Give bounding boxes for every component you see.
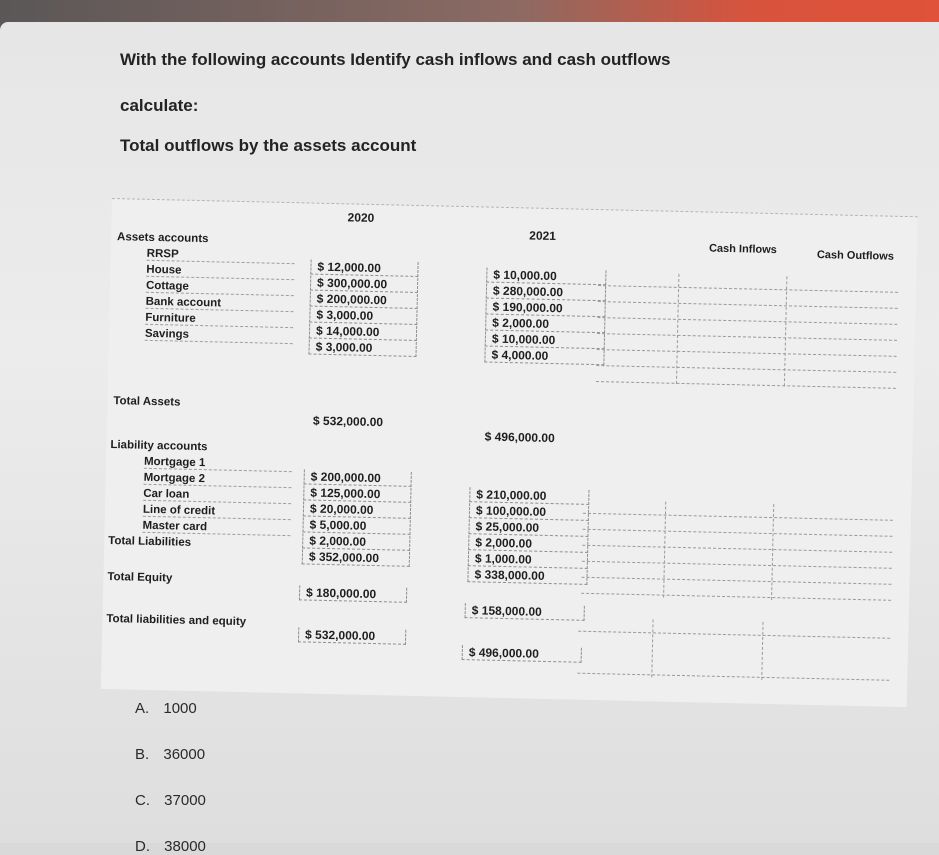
liability-2021-value: $ 25,000.00 <box>468 519 588 537</box>
liability-2020-value: $ 200,000.00 <box>304 469 412 486</box>
asset-2021-value: $ 2,000.00 <box>485 316 605 334</box>
header-2020: 2020 <box>347 210 375 225</box>
total-assets-label: Total Assets <box>113 395 181 409</box>
liability-2020-value: $ 125,000.00 <box>303 485 411 502</box>
option-letter: D. <box>135 838 150 855</box>
header-cash-inflows: Cash Inflows <box>708 242 777 257</box>
liability-name: Master card <box>142 520 290 536</box>
asset-2021-value: $ 4,000.00 <box>484 347 604 365</box>
total-equity-2020: $ 180,000.00 <box>299 585 407 602</box>
total-equity-label: Total Equity <box>107 570 173 585</box>
asset-name: RRSP <box>147 248 295 264</box>
total-liabilities-2020: $ 352,000.00 <box>302 549 410 566</box>
liability-2021-value: $ 1,000.00 <box>468 551 588 569</box>
liability-2020-value: $ 20,000.00 <box>303 501 411 518</box>
asset-2020-value: $ 300,000.00 <box>310 276 418 293</box>
screen <box>0 22 939 855</box>
liability-name: Mortgage 2 <box>144 472 292 488</box>
asset-name: Cottage <box>146 280 294 296</box>
grid-row <box>577 660 889 681</box>
question-line-2: calculate: <box>120 96 199 115</box>
liability-2021-value: $ 100,000.00 <box>469 503 589 521</box>
option-value: 36000 <box>163 746 206 763</box>
asset-2021-value: $ 10,000.00 <box>485 331 605 349</box>
asset-2021-value: $ 190,000.00 <box>485 300 605 318</box>
option-value: 37000 <box>164 792 206 809</box>
option-value: 1000 <box>163 700 197 717</box>
answer-option-b[interactable] <box>135 746 205 763</box>
total-assets-2020: $ 532,000.00 <box>312 413 384 430</box>
asset-2020-value: $ 14,000.00 <box>309 324 417 341</box>
total-liabilities-2021: $ 338,000.00 <box>467 567 587 585</box>
header-2021: 2021 <box>529 228 557 244</box>
liability-name: Mortgage 1 <box>144 456 292 472</box>
liability-2021-value: $ 210,000.00 <box>469 487 589 505</box>
total-equity-2021: $ 158,000.00 <box>465 603 585 621</box>
liability-name: Line of credit <box>143 504 291 520</box>
asset-name: Savings <box>145 328 293 344</box>
asset-name: Bank account <box>145 296 293 312</box>
answer-option-d[interactable] <box>135 838 206 855</box>
total-liabilities-label: Total Liabilities <box>108 535 192 549</box>
option-letter: B. <box>135 746 150 763</box>
answer-option-a[interactable] <box>135 700 197 717</box>
liability-2020-value: $ 5,000.00 <box>302 517 410 534</box>
answer-option-c[interactable] <box>135 792 206 809</box>
total-assets-2021: $ 496,000.00 <box>484 429 555 446</box>
option-value: 38000 <box>164 838 206 855</box>
assets-header: Assets accounts <box>116 231 209 246</box>
asset-name: House <box>146 264 294 280</box>
asset-2020-value: $ 3,000.00 <box>309 308 417 325</box>
option-letter: A. <box>135 700 150 717</box>
asset-2020-value: $ 200,000.00 <box>310 292 418 309</box>
liabilities-header: Liability accounts <box>110 439 208 454</box>
asset-2021-value: $ 10,000.00 <box>486 268 606 286</box>
total-liabilities-equity-2020: $ 532,000.00 <box>298 627 406 644</box>
balance-sheet-table <box>101 198 918 707</box>
total-liabilities-equity-label: Total liabilities and equity <box>106 612 247 629</box>
question-line-1: With the following accounts Identify cash inflows and cash outflows <box>120 50 671 69</box>
asset-2020-value: $ 3,000.00 <box>309 340 417 357</box>
question-line-3: Total outflows by the assets account <box>120 136 417 155</box>
asset-2020-value: $ 12,000.00 <box>310 260 418 277</box>
total-liabilities-equity-2021: $ 496,000.00 <box>462 645 582 663</box>
liability-2021-value: $ 2,000.00 <box>468 535 588 553</box>
liability-2020-value: $ 2,000.00 <box>302 533 410 550</box>
grid-row <box>578 618 890 639</box>
asset-2021-value: $ 280,000.00 <box>486 284 606 302</box>
header-cash-outflows: Cash Outflows <box>816 249 895 263</box>
asset-name: Furniture <box>145 312 293 328</box>
liability-name: Car loan <box>143 488 291 504</box>
option-letter: C. <box>135 792 150 809</box>
